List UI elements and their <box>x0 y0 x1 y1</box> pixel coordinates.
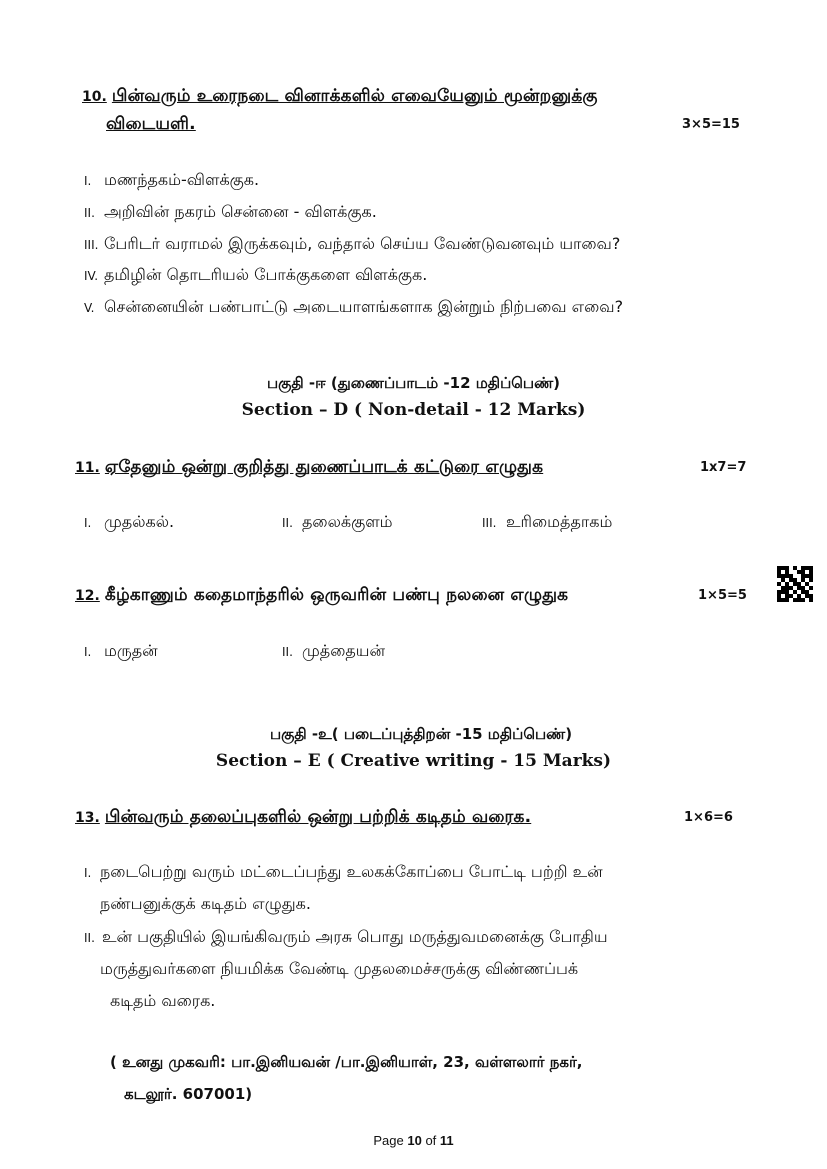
q13-marks: 1×6=6 <box>684 810 733 825</box>
section-e-tamil: பகுதி -உ( படைப்புத்திறன் -15 மதிப்பெண்) <box>270 725 573 743</box>
item-text: உன் பகுதியில் இயங்கிவரும் அரசு பொது மருத்துவமனைக்கு போதிய <box>102 927 608 946</box>
q10-line2: விடையளி. <box>106 114 196 134</box>
page-total: 11 <box>439 1133 454 1148</box>
roman-numeral: III. <box>482 516 497 530</box>
q10-item-5 <box>84 297 623 318</box>
item-text: மணந்தகம்-விளக்குக. <box>104 170 260 189</box>
q11-text: ஏதேனும் ஒன்று குறித்து துணைப்பாடக் கட்டுரை எழுதுக <box>104 457 544 477</box>
q11-option-2 <box>282 512 393 533</box>
page-word: Page <box>373 1133 404 1148</box>
page-footer <box>0 1133 827 1148</box>
q11-option-1 <box>84 512 174 533</box>
q12-option-2 <box>282 641 385 662</box>
section-d-tamil: பகுதி -ஈ (துணைப்பாடம் -12 மதிப்பெண்) <box>266 374 561 392</box>
roman-numeral: I. <box>84 866 92 880</box>
roman-numeral: II. <box>84 931 95 945</box>
q10-item-1 <box>84 170 259 191</box>
roman-numeral: II. <box>84 206 95 220</box>
item-text: சென்னையின் பண்பாட்டு அடையாளங்களாக இன்றும் நிற்பவை எவை? <box>104 297 624 316</box>
q13-number: 13. <box>75 810 100 826</box>
item-text: அறிவின் நகரம் சென்னை - விளக்குக. <box>104 202 377 221</box>
q13-item-2 <box>84 927 608 948</box>
q13-text: பின்வரும் தலைப்புகளில் ஒன்று பற்றிக் கடிதம் வரைக. <box>104 807 532 827</box>
section-e-english: Section – E ( Creative writing - 15 Marks) <box>215 751 612 771</box>
q10-item-4 <box>84 265 427 286</box>
of-word: of <box>425 1133 437 1148</box>
item-text: நடைபெற்று வரும் மட்டைப்பந்து உலகக்கோப்பை போட்டி பற்றி உன் <box>100 862 603 881</box>
section-d-english: Section – D ( Non-detail - 12 Marks) <box>241 400 586 420</box>
option-text: உரிமைத்தாகம் <box>506 512 613 531</box>
q12-text: கீழ்காணும் கதைமாந்தரில் ஒருவரின் பண்பு நலனை எழுதுக <box>104 585 569 605</box>
q11-option-3 <box>482 512 612 533</box>
q11-marks: 1x7=7 <box>700 460 747 475</box>
q12-option-1 <box>84 641 158 662</box>
item-text: தமிழின் தொடரியல் போக்குகளை விளக்குக. <box>104 265 428 284</box>
q13-heading <box>75 807 531 829</box>
q11-number: 11. <box>75 460 100 476</box>
page-number: 10 <box>407 1133 422 1148</box>
q13-item-1 <box>84 862 603 883</box>
roman-numeral: V. <box>84 301 95 315</box>
qr-code-icon <box>777 566 813 602</box>
option-text: தலைக்குளம் <box>302 512 393 531</box>
q10-heading <box>82 86 598 108</box>
q10-number: 10. <box>82 89 107 105</box>
q12-marks: 1×5=5 <box>698 588 747 603</box>
q10-item-3 <box>84 234 620 255</box>
q12-number: 12. <box>75 588 100 604</box>
roman-numeral: I. <box>84 516 92 530</box>
q13-item-2-line2: மருத்துவர்களை நியமிக்க வேண்டி முதலமைச்சருக்கு விண்ணப்பக் <box>100 959 579 978</box>
q10-item-2 <box>84 202 377 223</box>
item-text: பேரிடர் வராமல் இருக்கவும், வந்தால் செய்ய வேண்டுவனவும் யாவை? <box>104 234 621 253</box>
option-text: மருதன் <box>104 641 158 660</box>
option-text: முத்தையன் <box>302 641 385 660</box>
address-line2: கடலூர். 607001) <box>124 1085 253 1103</box>
q13-item-1-line2: நண்பனுக்குக் கடிதம் எழுதுக. <box>100 894 311 913</box>
q12-heading <box>75 585 568 607</box>
roman-numeral: II. <box>282 516 293 530</box>
roman-numeral: I. <box>84 174 92 188</box>
q10-marks: 3×5=15 <box>682 117 740 132</box>
q10-line1: பின்வரும் உரைநடை வினாக்களில் எவையேனும் மூன்றனுக்கு <box>111 86 598 106</box>
roman-numeral: I. <box>84 645 92 659</box>
address-line1: ( உனது முகவரி: பா.இனியவன் /பா.இனியாள், 23, வள்ளலார் நகர், <box>110 1053 583 1071</box>
q11-heading <box>75 457 543 479</box>
roman-numeral: III. <box>84 238 99 252</box>
q13-item-2-line3: கடிதம் வரைக. <box>110 991 216 1010</box>
option-text: முதல்கல். <box>104 512 175 531</box>
roman-numeral: II. <box>282 645 293 659</box>
roman-numeral: IV. <box>84 269 99 283</box>
